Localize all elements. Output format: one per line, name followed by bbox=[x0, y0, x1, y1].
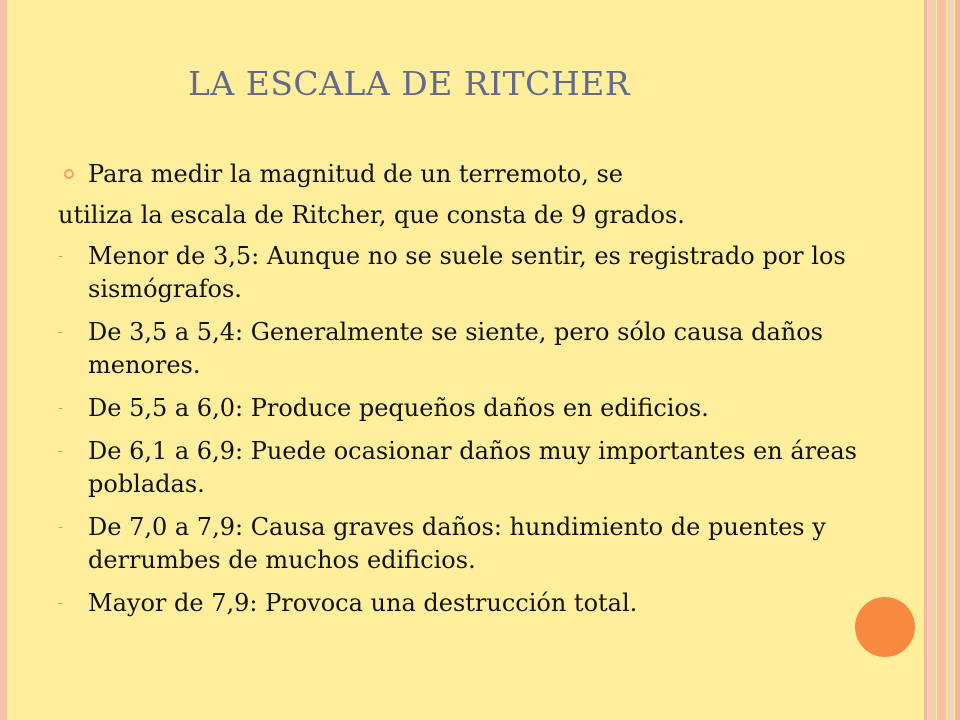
list-item bbox=[58, 392, 858, 425]
intro-line-2: utiliza la escala de Ritcher, que consta de 9 grados. bbox=[58, 201, 685, 229]
list-item-text: De 7,0 a 7,9: Causa graves daños: hundimiento de puentes y derrumbes de muchos edificios. bbox=[88, 513, 826, 574]
list-item bbox=[58, 435, 858, 501]
right-border-stripes bbox=[920, 0, 960, 720]
intro-paragraph bbox=[58, 158, 858, 191]
right-stripe bbox=[955, 0, 960, 720]
dash-bullet-icon: - bbox=[58, 595, 63, 611]
right-stripe bbox=[924, 0, 927, 720]
list-item-text: De 3,5 a 5,4: Generalmente se siente, pero sólo causa daños menores. bbox=[88, 318, 823, 379]
list-item-text: De 6,1 a 6,9: Puede ocasionar daños muy importantes en áreas pobladas. bbox=[88, 437, 857, 498]
slide-content bbox=[58, 158, 858, 630]
dash-bullet-icon: - bbox=[58, 248, 63, 264]
slide-title: LA ESCALA DE RITCHER bbox=[188, 64, 631, 103]
list-item bbox=[58, 316, 858, 382]
magnitude-list bbox=[58, 240, 858, 620]
circle-bullet-icon bbox=[64, 169, 74, 179]
intro-line-1: Para medir la magnitud de un terremoto, se bbox=[88, 160, 623, 188]
right-stripe bbox=[947, 0, 954, 720]
dash-bullet-icon: - bbox=[58, 443, 63, 459]
right-stripe bbox=[928, 0, 936, 720]
right-stripe bbox=[937, 0, 946, 720]
dash-bullet-icon: - bbox=[58, 400, 63, 416]
list-item bbox=[58, 240, 858, 306]
list-item-text: Menor de 3,5: Aunque no se suele sentir, es registrado por los sismógrafos. bbox=[88, 242, 846, 303]
list-item-text: Mayor de 7,9: Provoca una destrucción total. bbox=[88, 589, 638, 617]
list-item bbox=[58, 587, 858, 620]
decorative-orange-circle bbox=[855, 597, 915, 657]
dash-bullet-icon: - bbox=[58, 324, 63, 340]
left-border-stripe bbox=[0, 0, 7, 720]
list-item-text: De 5,5 a 6,0: Produce pequeños daños en edificios. bbox=[88, 394, 709, 422]
list-item bbox=[58, 511, 858, 577]
dash-bullet-icon: - bbox=[58, 519, 63, 535]
